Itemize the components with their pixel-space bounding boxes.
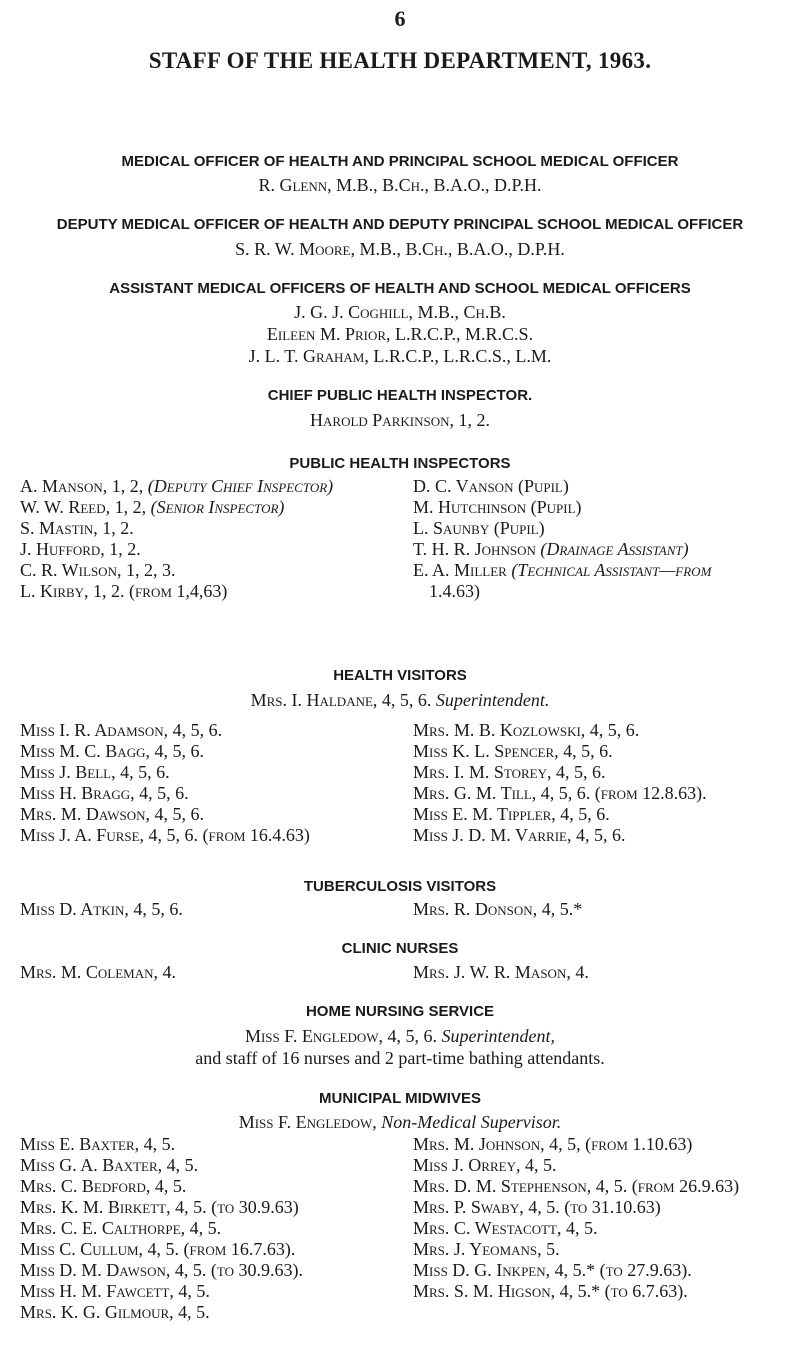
list-item: Mrs. M. Johnson, 4, 5, (from 1.10.63): [413, 1134, 693, 1154]
home-heading: HOME NURSING SERVICE: [305, 1003, 495, 1020]
list-item: Mrs. C. Westacott, 4, 5.: [413, 1218, 598, 1238]
list-item: Mrs. D. M. Stephenson, 4, 5. (from 26.9.63): [413, 1176, 740, 1196]
list-item: Miss H. Bragg, 4, 5, 6.: [20, 783, 189, 803]
list-item: C. R. Wilson, 1, 2, 3.: [20, 560, 176, 580]
list-item: Miss D. M. Dawson, 4, 5. (to 30.9.63).: [20, 1260, 304, 1280]
list-item: Miss J. A. Furse, 4, 5, 6. (from 16.4.63): [20, 825, 310, 845]
hv-superintendent: Mrs. I. Haldane, 4, 5, 6. Superintendent.: [250, 690, 550, 710]
assistant-name: J. G. J. Coghill, M.B., Ch.B.: [294, 302, 506, 322]
list-item: L. Saunby (Pupil): [413, 518, 545, 538]
list-item: Mrs. P. Swaby, 4, 5. (to 31.10.63): [413, 1197, 661, 1217]
list-item: Mrs. M. B. Kozlowski, 4, 5, 6.: [413, 720, 640, 740]
list-item: M. Hutchinson (Pupil): [413, 497, 582, 517]
clinic-heading: CLINIC NURSES: [341, 940, 459, 957]
home-superintendent: Miss F. Engledow, 4, 5, 6. Superintendent,: [244, 1026, 556, 1046]
list-item: Mrs. K. G. Gilmour, 4, 5.: [20, 1302, 210, 1322]
clinic-right: Mrs. J. W. R. Mason, 4.: [413, 962, 589, 982]
list-item: T. H. R. Johnson (Drainage Assistant): [413, 539, 689, 559]
list-item: J. Hufford, 1, 2.: [20, 539, 141, 559]
home-staff: and staff of 16 nurses and 2 part-time bathing attendants.: [195, 1048, 605, 1068]
list-item: Mrs. K. M. Birkett, 4, 5. (to 30.9.63): [20, 1197, 299, 1217]
clinic-left: Mrs. M. Coleman, 4.: [20, 962, 177, 982]
list-item: Miss J. D. M. Varrie, 4, 5, 6.: [413, 825, 626, 845]
chief-phi-heading: CHIEF PUBLIC HEALTH INSPECTOR.: [267, 387, 533, 404]
midwives-heading: MUNICIPAL MIDWIVES: [319, 1090, 481, 1107]
list-item: Mrs. G. M. Till, 4, 5, 6. (from 12.8.63).: [413, 783, 707, 803]
list-item: Miss H. M. Fawcett, 4, 5.: [20, 1281, 210, 1301]
list-item: 1.4.63): [429, 581, 480, 601]
list-item: Miss K. L. Spencer, 4, 5, 6.: [413, 741, 613, 761]
tb-right: Mrs. R. Donson, 4, 5.*: [413, 899, 583, 919]
assistant-name: J. L. T. Graham, L.R.C.P., L.R.C.S., L.M.: [248, 346, 552, 366]
assistant-name: Eileen M. Prior, L.R.C.P., M.R.C.S.: [266, 324, 534, 344]
list-item: Miss G. A. Baxter, 4, 5.: [20, 1155, 199, 1175]
hv-left-column: [20, 720, 310, 846]
deputy-heading: DEPUTY MEDICAL OFFICER OF HEALTH AND DEPUTY PRINCIPAL SCHOOL MEDICAL OFFICER: [56, 216, 744, 233]
tb-left: Miss D. Atkin, 4, 5, 6.: [20, 899, 183, 919]
list-item: Miss J. Bell, 4, 5, 6.: [20, 762, 170, 782]
moh-heading: MEDICAL OFFICER OF HEALTH AND PRINCIPAL SCHOOL MEDICAL OFFICER: [121, 153, 679, 170]
list-item: Miss C. Cullum, 4, 5. (from 16.7.63).: [20, 1239, 296, 1259]
page-number: 6: [394, 6, 406, 31]
list-item: Miss E. Baxter, 4, 5.: [20, 1134, 176, 1154]
list-item: Mrs. J. Yeomans, 5.: [413, 1239, 560, 1259]
assistants-heading: ASSISTANT MEDICAL OFFICERS OF HEALTH AND SCHOOL MEDICAL OFFICERS: [109, 280, 691, 297]
midwives-right-column: [413, 1134, 739, 1302]
list-item: Miss E. M. Tippler, 4, 5, 6.: [413, 804, 610, 824]
list-item: Miss I. R. Adamson, 4, 5, 6.: [20, 720, 223, 740]
list-item: Miss D. G. Inkpen, 4, 5.* (to 27.9.63).: [413, 1260, 692, 1280]
list-item: A. Manson, 1, 2, (Deputy Chief Inspector): [20, 476, 334, 496]
phi-heading: PUBLIC HEALTH INSPECTORS: [289, 455, 511, 472]
list-item: S. Mastin, 1, 2.: [20, 518, 134, 538]
list-item: Mrs. C. Bedford, 4, 5.: [20, 1176, 187, 1196]
midwives-supervisor: Miss F. Engledow, Non-Medical Supervisor.: [238, 1112, 562, 1132]
list-item: Mrs. C. E. Calthorpe, 4, 5.: [20, 1218, 222, 1238]
page-title: STAFF OF THE HEALTH DEPARTMENT, 1963.: [148, 48, 652, 73]
list-item: L. Kirby, 1, 2. (from 1,4,63): [20, 581, 228, 601]
list-item: Mrs. S. M. Higson, 4, 5.* (to 6.7.63).: [413, 1281, 688, 1301]
chief-phi-name: Harold Parkinson, 1, 2.: [310, 410, 490, 430]
list-item: E. A. Miller (Technical Assistant—from: [413, 560, 712, 580]
list-item: Mrs. M. Dawson, 4, 5, 6.: [20, 804, 205, 824]
tb-heading: TUBERCULOSIS VISITORS: [303, 878, 497, 895]
deputy-name: S. R. W. Moore, M.B., B.Ch., B.A.O., D.P.H.: [235, 239, 565, 259]
list-item: W. W. Reed, 1, 2, (Senior Inspector): [20, 497, 285, 517]
list-item: Miss M. C. Bagg, 4, 5, 6.: [20, 741, 204, 761]
hv-right-column: [413, 720, 707, 846]
list-item: Mrs. I. M. Storey, 4, 5, 6.: [413, 762, 606, 782]
hv-heading: HEALTH VISITORS: [333, 667, 467, 684]
phi-left-column: [20, 476, 333, 602]
list-item: D. C. Vanson (Pupil): [413, 476, 569, 496]
list-item: Miss J. Orrey, 4, 5.: [413, 1155, 557, 1175]
moh-name: R. Glenn, M.B., B.Ch., B.A.O., D.P.H.: [258, 175, 542, 195]
phi-right-column: [413, 476, 711, 602]
midwives-left-column: [20, 1134, 303, 1323]
